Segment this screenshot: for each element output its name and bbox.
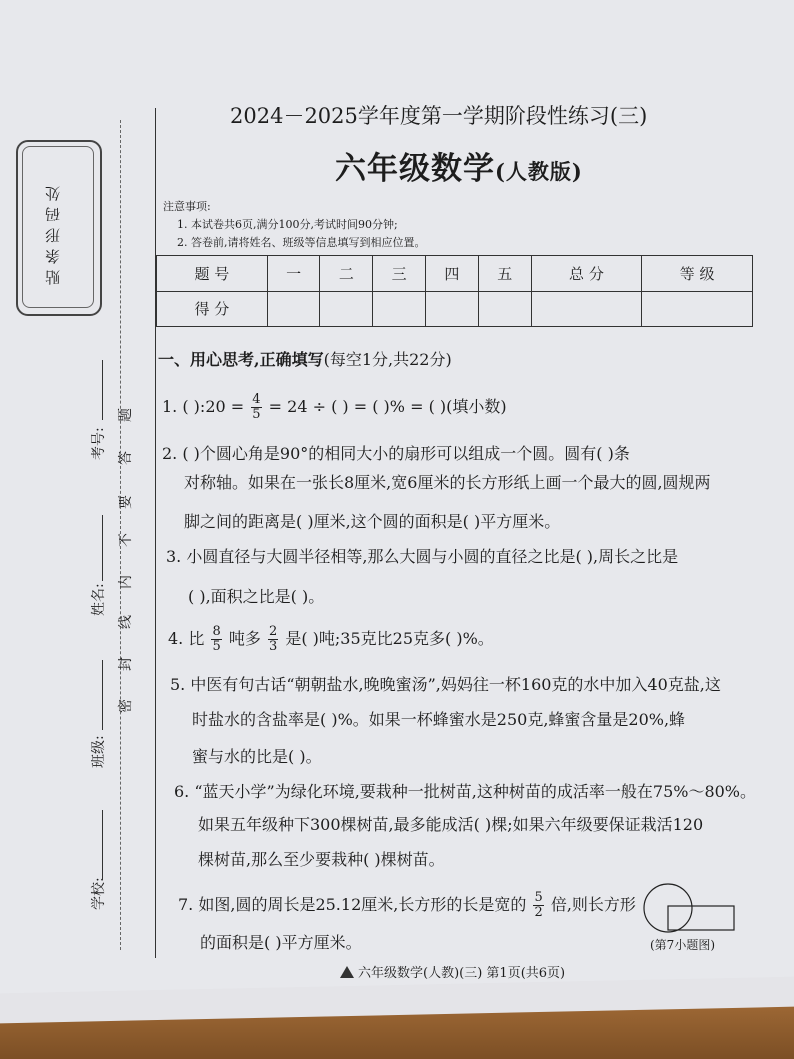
fraction-numerator: 5	[534, 890, 543, 905]
edition-label: (人教版)	[495, 159, 583, 184]
subject-name: 六年级数学	[335, 151, 495, 187]
school-label: 学校:	[91, 877, 107, 910]
page-footer	[340, 962, 565, 981]
seal-word: 题	[118, 408, 134, 422]
score-cell[interactable]	[373, 291, 426, 327]
question-4	[168, 622, 494, 656]
question-2-line-2: 对称轴。如果在一张长8厘米,宽6厘米的长方形纸上画一个最大的圆,圆规两	[184, 473, 711, 492]
name-label: 姓名:	[91, 583, 107, 616]
score-header-cell: 五	[478, 256, 531, 292]
fraction-denominator: 5	[212, 639, 221, 654]
exam-no-label: 考号:	[91, 427, 107, 460]
name-field[interactable]	[102, 515, 104, 581]
barcode-label: 贴条形码处	[44, 180, 62, 285]
fraction-numerator: 8	[212, 624, 221, 639]
q1-text-b: = 24 ÷ ( ) = ( )% = ( )(填小数)	[268, 397, 507, 416]
question-7-line-1	[178, 888, 636, 922]
score-header-cell: 一	[267, 256, 320, 292]
score-header-cell: 三	[373, 256, 426, 292]
score-cell[interactable]	[531, 291, 642, 327]
score-row-label: 得 分	[157, 291, 268, 327]
score-header-cell: 四	[426, 256, 479, 292]
seal-word: 密	[118, 699, 134, 713]
score-cell[interactable]	[642, 291, 753, 327]
exam-title: 2024－2025学年度第一学期阶段性练习(三)	[230, 104, 648, 128]
q4-text-c: 是( )吨;35克比25克多( )%。	[285, 629, 494, 648]
seal-word: 封	[118, 657, 134, 671]
seal-word: 答	[118, 451, 134, 465]
question-5-line-2: 时盐水的含盐率是( )%。如果一杯蜂蜜水是250克,蜂蜜含量是20%,蜂	[192, 710, 686, 729]
instruction-item: 2. 答卷前,请将姓名、班级等信息填写到相应位置。	[177, 236, 426, 249]
q4-text-a: 4. 比	[168, 629, 205, 648]
fraction-numerator: 2	[268, 624, 278, 639]
q7-text-b: 倍,则长方形	[550, 895, 636, 914]
question-3-line-2: ( ),面积之比是( )。	[188, 587, 325, 606]
score-cell[interactable]	[320, 291, 373, 327]
q1-fraction	[251, 393, 261, 422]
q4-fraction-1	[211, 625, 221, 654]
instruction-item: 1. 本试卷共6页,满分100分,考试时间90分钟;	[177, 218, 398, 231]
exam-subtitle	[335, 143, 583, 188]
publisher-logo-icon	[340, 966, 354, 978]
instructions	[163, 198, 426, 252]
question-1	[162, 390, 507, 424]
score-table	[156, 255, 753, 327]
class-field[interactable]	[102, 660, 104, 730]
q4-fraction-2	[268, 625, 278, 654]
question-7-line-2: 的面积是( )平方厘米。	[200, 933, 362, 952]
score-cell[interactable]	[267, 291, 320, 327]
fraction-denominator: 2	[534, 905, 543, 920]
seal-word: 要	[118, 495, 134, 509]
question-6-line-3: 棵树苗,那么至少要栽种( )棵树苗。	[198, 850, 445, 869]
fraction-numerator: 4	[252, 392, 261, 407]
question-5-line-3: 蜜与水的比是( )。	[192, 747, 322, 766]
class-label: 班级:	[91, 735, 107, 768]
score-cell[interactable]	[426, 291, 479, 327]
q7-text-a: 7. 如图,圆的周长是25.12厘米,长方形的长是宽的	[178, 895, 527, 914]
question-2-line-3: 脚之间的距离是( )厘米,这个圆的面积是( )平方厘米。	[184, 512, 561, 531]
score-header-row	[157, 256, 753, 292]
section-title	[158, 347, 452, 370]
section-score: (每空1分,共22分)	[323, 350, 452, 369]
question-6-line-2: 如果五年级种下300棵树苗,最多能成活( )棵;如果六年级要保证栽活120	[198, 815, 704, 834]
instructions-heading: 注意事项:	[163, 200, 211, 213]
q7-figure-caption: (第7小题图)	[650, 938, 715, 952]
fraction-denominator: 3	[268, 639, 278, 654]
footer-text: 六年级数学(人教)(三) 第1页(共6页)	[358, 966, 566, 981]
margin-line	[155, 108, 156, 958]
fraction-denominator: 5	[252, 407, 261, 422]
q7-figure	[640, 880, 740, 936]
exam-no-field[interactable]	[102, 360, 104, 420]
question-2-line-1: 2. ( )个圆心角是90°的相同大小的扇形可以组成一个圆。圆有( )条	[162, 444, 630, 463]
q7-fraction	[533, 891, 543, 920]
seal-word: 线	[118, 615, 134, 629]
section-name: 一、用心思考,正确填写	[158, 350, 324, 369]
school-field[interactable]	[102, 810, 104, 880]
score-header-cell: 等 级	[642, 256, 753, 292]
question-3-line-1: 3. 小圆直径与大圆半径相等,那么大圆与小圆的直径之比是( ),周长之比是	[166, 547, 679, 566]
q1-text-a: 1. ( ):20 =	[162, 397, 245, 416]
question-6-line-1: 6. “蓝天小学”为绿化环境,要栽种一批树苗,这种树苗的成活率一般在75%～80%。	[174, 782, 757, 801]
figure-rectangle	[668, 906, 734, 930]
score-header-cell: 题 号	[157, 256, 268, 292]
question-5-line-1: 5. 中医有句古话“朝朝盐水,晚晚蜜汤”,妈妈往一杯160克的水中加入40克盐,这	[170, 675, 721, 694]
score-header-cell: 总 分	[531, 256, 642, 292]
seal-word: 内	[118, 575, 134, 589]
q4-text-b: 吨多	[228, 629, 261, 648]
score-cell[interactable]	[478, 291, 531, 327]
seal-word: 不	[118, 533, 134, 547]
score-header-cell: 二	[320, 256, 373, 292]
score-row	[157, 291, 753, 327]
